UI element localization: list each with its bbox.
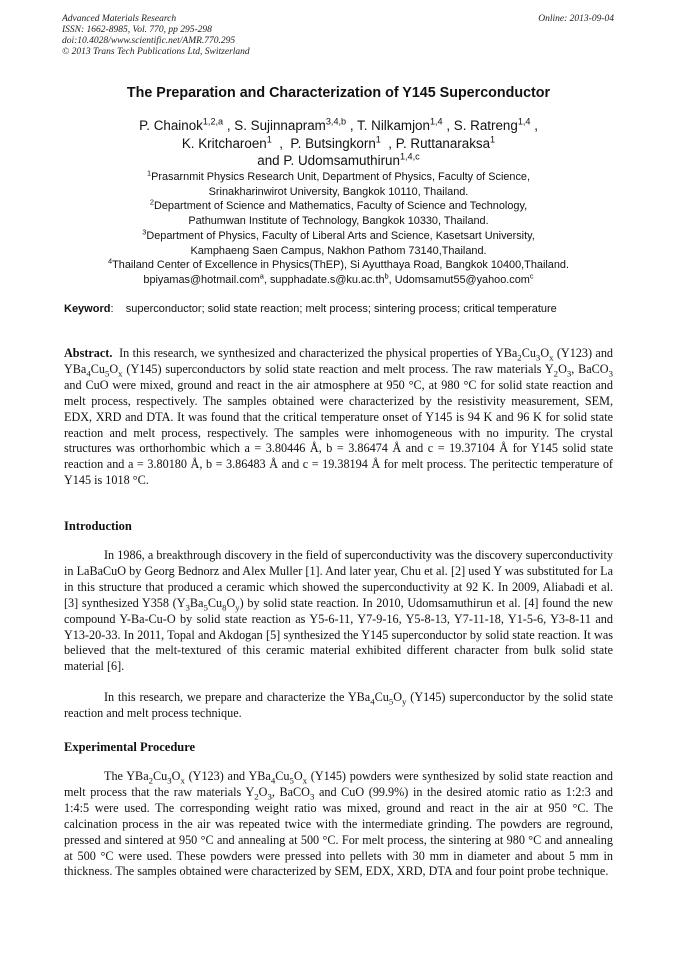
affiliation-number: 3 — [142, 227, 147, 237]
introduction-paragraph-1 — [64, 548, 613, 675]
author-sup: 3,4,b — [325, 116, 347, 127]
author-name: P. Butsingkorn — [290, 135, 376, 151]
subscript: 3 — [309, 791, 315, 802]
author-name: P. Ruttanaraksa — [395, 135, 491, 151]
author-name: P. Chainok — [139, 118, 203, 133]
body-text: Ba — [189, 595, 204, 610]
abstract-text: (Y145) superconductors by solid state reaction and melt process. The raw materials Y — [122, 361, 554, 376]
subscript: x — [302, 775, 308, 786]
subscript: 2 — [553, 368, 559, 379]
body-text: , BaCO — [271, 784, 310, 799]
experimental-paragraph — [64, 769, 613, 880]
subscript: 2 — [254, 791, 259, 802]
body-text: O — [293, 769, 303, 783]
abstract-text: O — [558, 361, 567, 376]
subscript: 4 — [270, 775, 276, 786]
abstract-text: In this research, we synthesized and characterized the physical properties of YBa — [119, 346, 518, 360]
subscript: 3 — [167, 775, 172, 786]
author-line-2: K. Kritcharoen$^1$ , P. Butsingkorn$^1$ , P. Ruttanaraksa$^1$ — [181, 134, 496, 151]
subscript: 5 — [388, 696, 394, 707]
author-sup: 1,2,a — [202, 116, 224, 127]
subscript: 3 — [267, 791, 272, 802]
body-text: ) by solid state reaction. In 2010, Udomsamuthirun et al. [4] found the new compound Y-Ba-Cu-O by solid state reaction as Y5-6-11, Y7-9-16, Y5-8-13, Y7-11-18, Y1-5-6, Y3-8-11 and Y13-20-33. In 2011, Topal and Akdogan [5] synthesized the Y145 superconductor by solid state reaction. It was believed that the melt-textured of this ceramic material exhibited different character from bulk solid state material [6]. — [64, 595, 614, 674]
affiliation-1-cont: Srinakharinwirot University, Bangkok 10110, Thailand. — [208, 185, 469, 198]
body-text: O — [226, 595, 236, 610]
abstract-label: Abstract. — [64, 346, 113, 360]
body-text: O — [393, 690, 403, 704]
subscript: 2 — [517, 352, 522, 363]
online-date: Online: 2013-09-04 — [538, 14, 614, 24]
subscript: 5 — [104, 368, 110, 379]
abstract-text: (Y123) and YBa — [64, 346, 614, 376]
email-link[interactable]: supphadate.s@ku.ac.th — [269, 273, 385, 286]
affiliation-text: Thailand Center of Excellence in Physics(ThEP), Si Ayutthaya Road, Bangkok 10400,Thailand. — [112, 259, 569, 272]
subscript: 3 — [185, 602, 190, 613]
experimental-heading: Experimental Procedure — [64, 740, 196, 754]
affiliation-text: Prasarnmit Physics Research Unit, Department of Physics, Faculty of Science, — [151, 171, 531, 183]
author-sup: 1,4,c — [399, 151, 420, 162]
abstract-text: Cu — [521, 346, 536, 360]
body-text: (Y145) superconductor by the solid state reaction and melt process technique. — [64, 690, 613, 720]
affiliation-text: Department of Science and Mathematics, Faculty of Science and Technology, — [154, 200, 528, 213]
affiliation-number: 1 — [146, 168, 152, 178]
author-sup: 1 — [266, 134, 272, 145]
subscript: 4 — [370, 696, 375, 707]
subscript: 3 — [608, 368, 613, 379]
body-text: Cu — [275, 769, 290, 783]
subscript: 5 — [289, 775, 294, 786]
subscript: x — [180, 775, 185, 786]
author-name: S. Sujinnapram — [234, 118, 326, 133]
abstract — [64, 346, 613, 489]
affiliation-number: 2 — [149, 197, 154, 207]
subscript: x — [118, 368, 123, 379]
subscript: 3 — [566, 368, 572, 379]
introduction-heading: Introduction — [64, 519, 132, 533]
copyright-line: © 2013 Trans Tech Publications Ltd, Switzerland — [62, 47, 250, 57]
author-sup: 1,4 — [429, 116, 443, 127]
subscript: 3 — [535, 352, 541, 363]
author-line-3 — [62, 152, 615, 170]
subscript: 8 — [222, 602, 227, 613]
body-text: In this research, we prepare and characterize the YBa — [104, 690, 371, 704]
affiliation-3 — [62, 229, 615, 244]
body-text: Cu — [374, 690, 389, 704]
journal-name: Advanced Materials Research — [62, 14, 177, 24]
email-sup: c — [529, 271, 534, 281]
subscript: 4 — [86, 368, 91, 379]
author-list — [62, 117, 615, 170]
issn-line: ISSN: 1662-8985, Vol. 770, pp 295-298 — [62, 25, 212, 35]
author-sup: 1,4 — [517, 116, 531, 127]
subscript: x — [549, 352, 554, 363]
keyword-text: superconductor; solid state reaction; melt process; sintering process; critical temperature — [125, 303, 557, 315]
subscript: y — [402, 696, 407, 707]
email-sup: b — [384, 271, 389, 281]
abstract-text: and CuO were mixed, ground and react in the air atmosphere at 950 °C, at 980 °C for solid state reaction and melt process, respectively. The samples obtained were characterized by the resistivity measurement, SEM, EDX, XRD and DTA. It was found that the critical temperature onset of Y145 is 94 K and 96 K for solid state reaction and melt process, respectively. The samples were inhomogeneous with no impurity. The crystal structures was orthorhombic which a = 3.80446 Å, b = 3.86474 Å and c = 19.37104 Å for Y145 solid state reaction and a = 3.80180 Å, b = 3.86483 Å and c = 19.38194 Å for melt process. The peritectic temperature of Y145 is 1018 °C. — [64, 377, 613, 488]
body-text: and CuO (99.9%) in the desired atomic ratio as 1:2:3 and 1:4:5 were used. The corresponding weight ratio was mixed, ground and react in the air at 950 °C. The calcination process in the air was repeated twice with the intermediate grinding. The powders are reground, pressed and sintered at 950 °C and annealing at 500 °C. For melt process, the sintering at 980 °C and annealing at 500 °C were used. These powders were pressed into pellets with 30 mm in diameter and about 5 mm in thickness. The samples obtained were characterized by SEM, EDX, XRD, DTA and four point probe technique. — [64, 784, 614, 879]
journal-info — [62, 14, 250, 58]
abstract-text: Cu — [90, 361, 105, 376]
body-text: The YBa — [104, 769, 149, 783]
author-name: K. Kritcharoen — [181, 135, 267, 151]
body-text: Cu — [207, 595, 223, 610]
affiliation-text: Department of Physics, Faculty of Liberal Arts and Science, Kasetsart University, — [146, 229, 535, 242]
body-text: O — [171, 769, 181, 783]
affiliations — [62, 170, 615, 288]
body-text: Cu — [153, 769, 168, 783]
doi-line: doi:10.4028/www.scientific.net/AMR.770.295 — [62, 36, 236, 46]
body-text: In 1986, a breakthrough discovery in the field of superconductivity was the discovery superconductivity in LaBaCuO by Georg Bednorz and Alex Muller [1]. And later year, Chu et al. [2] used Y was substituted for La in this structure that produced a ceramic which showed the superconductivity at 92 K. In 2009, Aliabadi et al. [3] synthesized Y358 (Y — [64, 548, 613, 610]
subscript: 5 — [203, 602, 208, 613]
email-sup: a — [259, 271, 264, 281]
author-name: P. Udomsamuthirun — [283, 153, 400, 168]
keywords: Keyword: superconductor; solid state reaction; melt process; sintering process; critical temperature — [64, 303, 557, 315]
affiliation-2 — [62, 199, 615, 214]
affiliation-1 — [62, 170, 615, 185]
introduction-paragraph-2 — [64, 690, 613, 722]
author-sup: 1 — [375, 134, 381, 145]
email-link[interactable]: Udomsamut55@yahoo.com — [394, 273, 530, 286]
affiliation-3-cont: Kamphaeng Saen Campus, Nakhon Pathom 73140,Thailand. — [190, 244, 487, 257]
author-line-1: P. Chainok$^{1,2,a}$ , S. Sujinnapram$^{3,4,b}$ , T. Nilkamjon$^{1,4}$ , S. Ratreng$^{1,4}$ , — [139, 116, 538, 133]
body-text: (Y123) and YBa — [184, 769, 271, 783]
abstract-text: O — [540, 346, 550, 360]
body-text: O — [258, 784, 268, 799]
body-text: (Y145) powders were synthesized by solid state reaction and melt process that the raw materials Y — [64, 769, 614, 799]
author-name: S. Ratreng — [453, 118, 518, 133]
affiliation-2-cont: Pathumwan Institute of Technology, Bangkok 10330, Thailand. — [188, 215, 489, 228]
paper-title: The Preparation and Characterization of Y145 Superconductor — [126, 85, 551, 101]
affiliation-number: 4 — [108, 256, 113, 266]
abstract-text: , BaCO — [571, 361, 609, 376]
email-link[interactable]: bpiyamas@hotmail.com — [143, 273, 260, 286]
abstract-text: O — [109, 361, 119, 376]
author-sup: 1 — [490, 134, 496, 145]
subscript: 2 — [148, 775, 153, 786]
author-name: T. Nilkamjon — [357, 118, 430, 133]
author-and: and — [257, 153, 284, 168]
email-line: bpiyamas@hotmail.com$^a$, $supphadate.s@ku.ac.th^b$, Udomsamut55@yahoo.com$^c$ — [143, 271, 534, 286]
subscript: y — [235, 602, 240, 613]
keyword-label: Keyword — [64, 303, 111, 315]
